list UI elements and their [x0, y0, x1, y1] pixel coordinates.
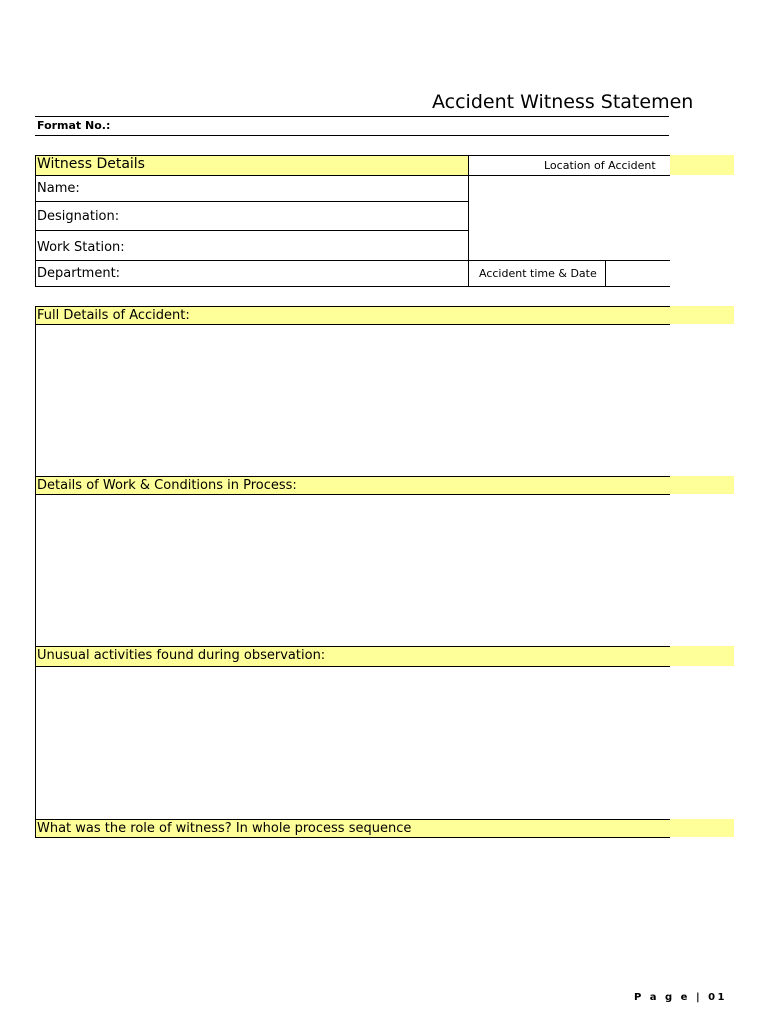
unusual-activities-bottom-line — [35, 666, 670, 667]
format-no-line — [35, 135, 669, 136]
witness-middle-divider — [468, 155, 469, 286]
work-station-row-line — [35, 260, 670, 261]
accident-time-date-label: Accident time & Date — [479, 267, 597, 280]
witness-role-top-line — [35, 819, 670, 820]
unusual-activities-top-line — [35, 646, 670, 647]
department-label: Department: — [37, 266, 121, 281]
page-title: Accident Witness Statemen — [432, 91, 694, 113]
unusual-activities-label: Unusual activities found during observation: — [37, 648, 326, 663]
full-details-bottom-line — [35, 324, 670, 325]
location-of-accident-label: Location of Accident — [544, 159, 656, 172]
work-conditions-label: Details of Work & Conditions in Process: — [37, 478, 297, 493]
format-no-label: Format No.: — [37, 119, 111, 132]
designation-label: Designation: — [37, 209, 120, 224]
work-conditions-top-line — [35, 476, 670, 477]
witness-bottom-line — [35, 286, 670, 287]
witness-header-bottom-line — [35, 175, 670, 176]
witness-role-label: What was the role of witness? In whole process sequence — [37, 821, 412, 836]
full-details-top-line — [35, 306, 670, 307]
full-details-label: Full Details of Accident: — [37, 308, 190, 323]
name-row-line — [35, 201, 469, 202]
sections-left-border — [35, 306, 36, 837]
witness-details-header: Witness Details — [37, 156, 145, 172]
work-conditions-bottom-line — [35, 494, 670, 495]
designation-row-line — [35, 230, 469, 231]
witness-role-bottom-line — [35, 837, 670, 838]
title-underline — [35, 116, 669, 117]
work-station-label: Work Station: — [37, 240, 125, 255]
witness-left-border — [35, 155, 36, 286]
page-number: P a g e | 01 — [634, 992, 727, 1003]
name-label: Name: — [37, 181, 80, 196]
time-date-divider — [605, 260, 606, 286]
